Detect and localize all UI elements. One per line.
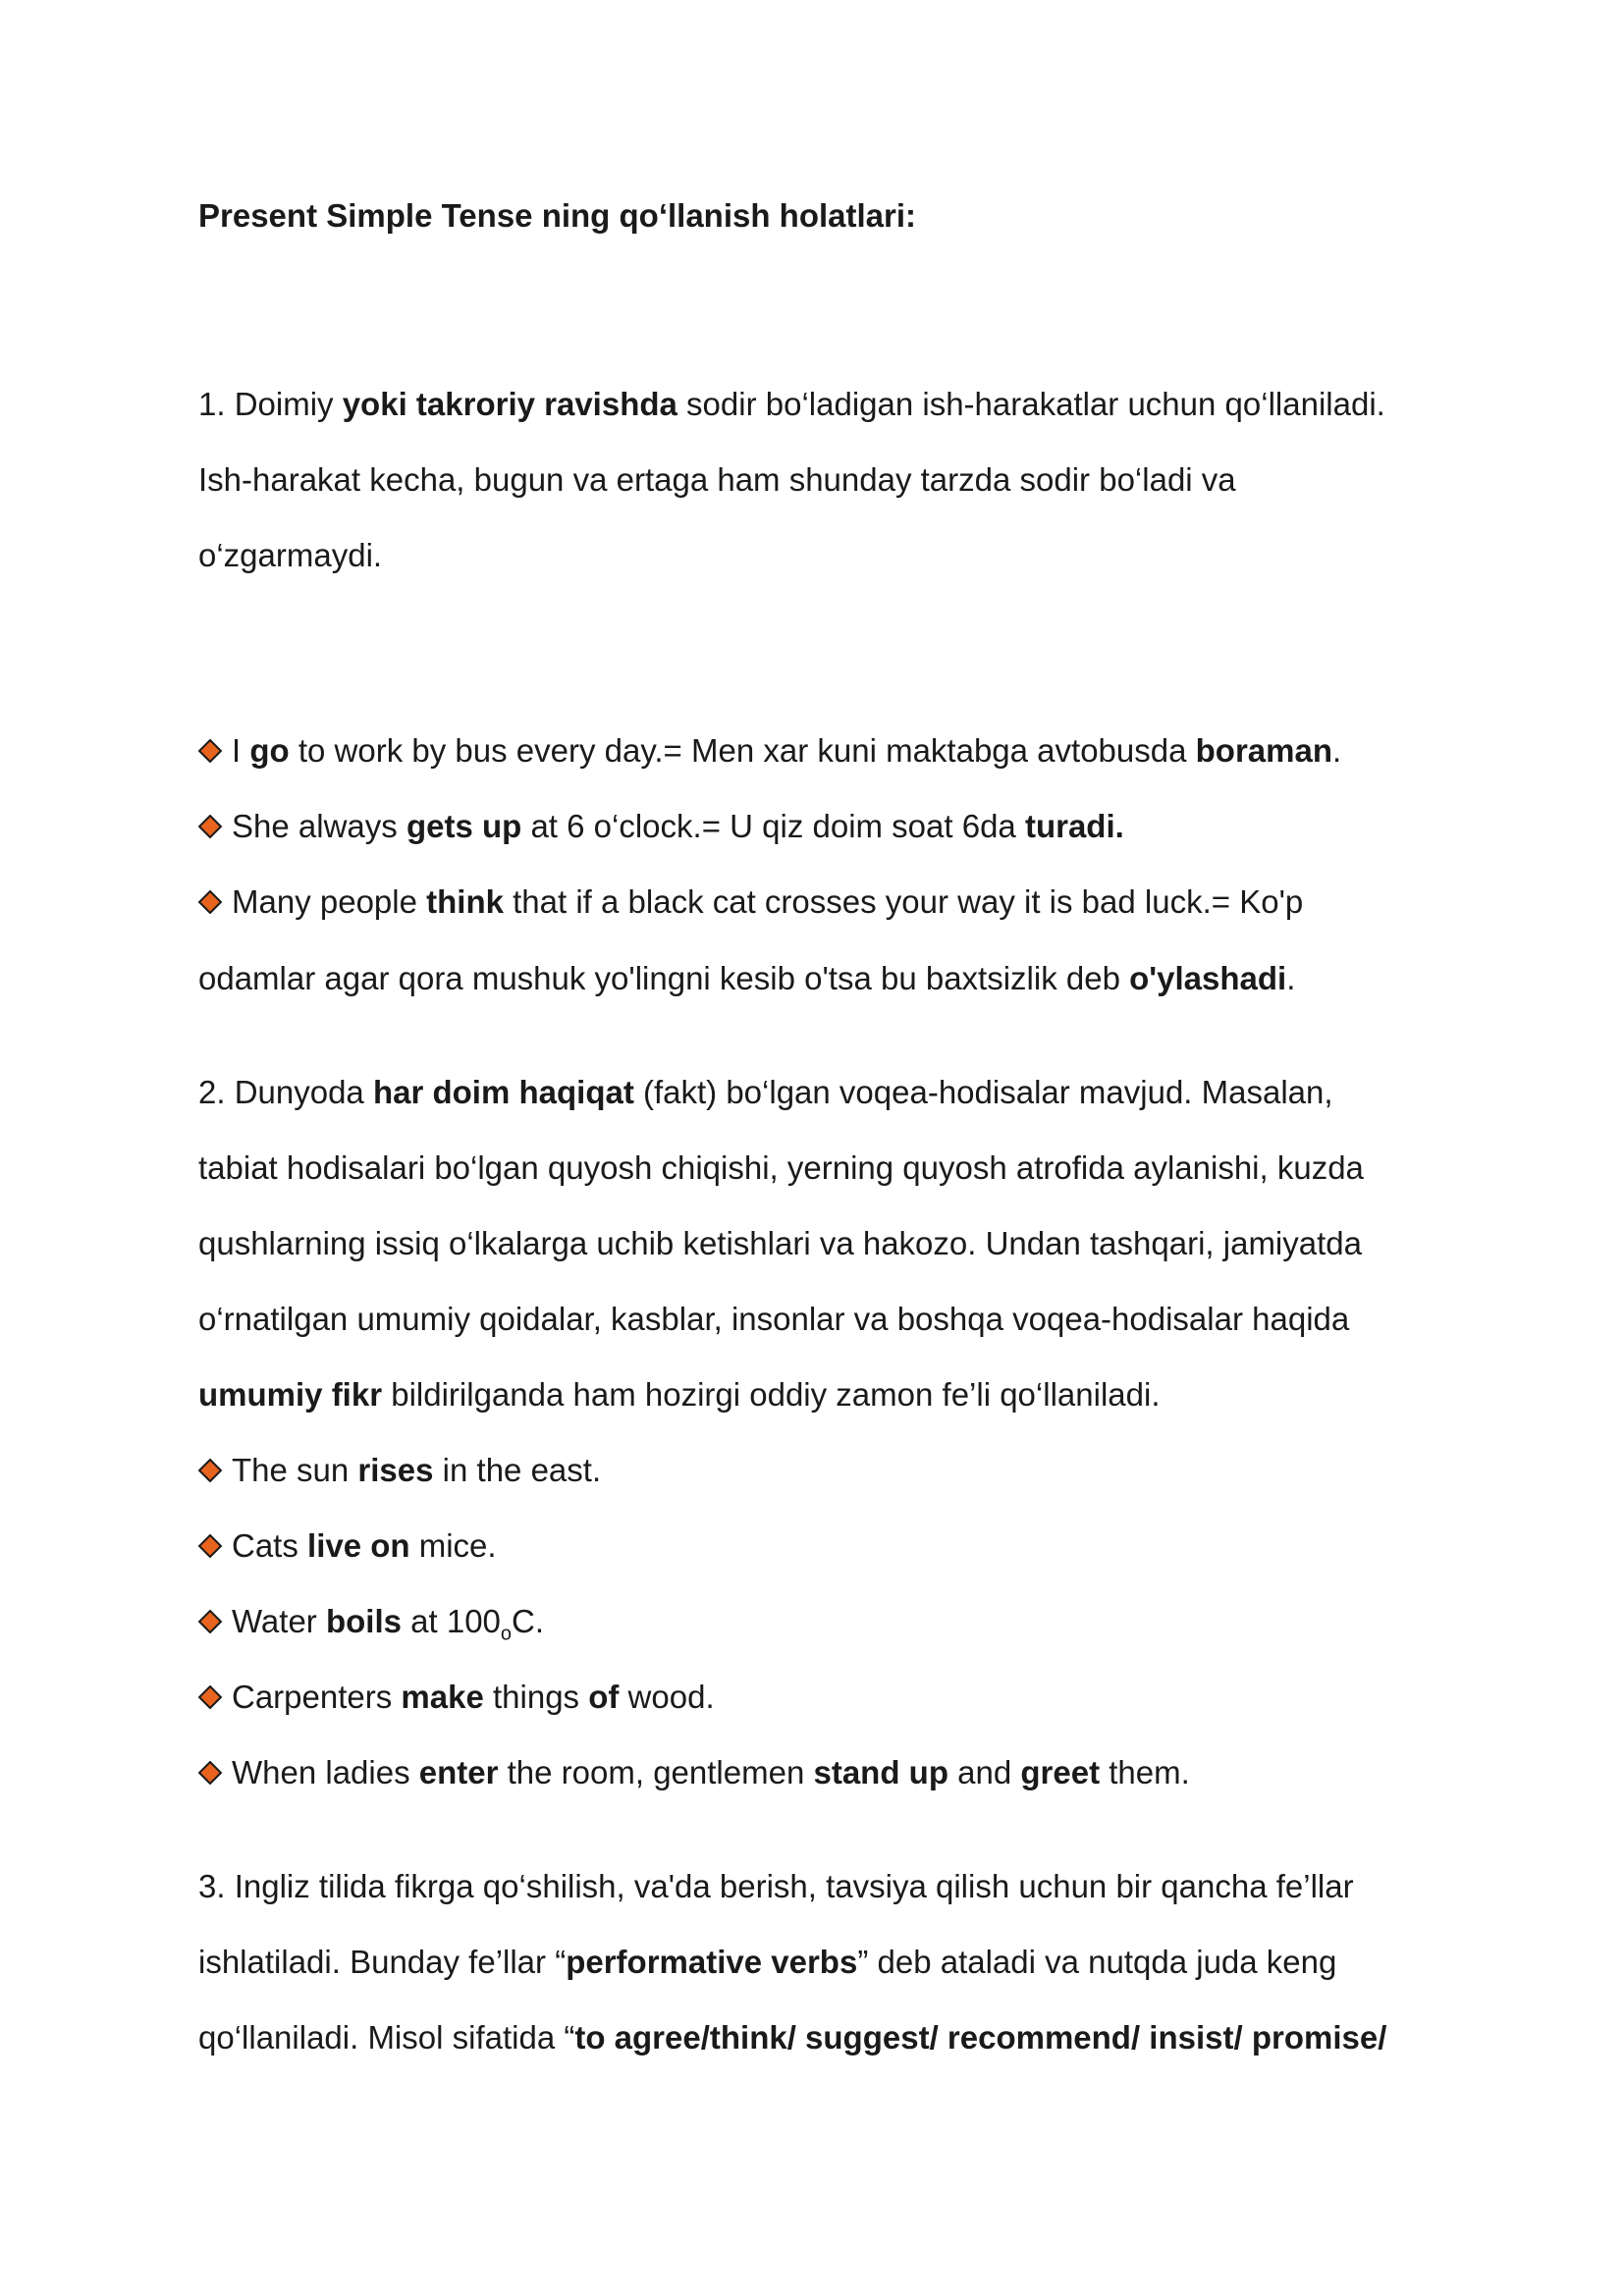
- bold-run: o'ylashadi: [1129, 960, 1287, 996]
- text-run: .: [1286, 960, 1296, 996]
- section3-line2: [198, 1943, 1336, 1982]
- section2-line4: o‘rnatilgan umumiy qoidalar, kasblar, insonlar va boshqa voqea-hodisalar haqida: [198, 1301, 1350, 1337]
- bold-run: make: [401, 1679, 484, 1715]
- text-run: the room, gentlemen: [498, 1754, 814, 1790]
- text-run: She always: [232, 808, 406, 844]
- bold-run: of: [588, 1679, 620, 1715]
- bold-run: rises: [357, 1452, 434, 1488]
- bold-run: gets up: [406, 808, 522, 844]
- bold-run: performative verbs: [566, 1944, 858, 1980]
- text-run: 2. Dunyoda: [198, 1074, 373, 1110]
- text-run: ishlatiladi. Bunday fe’llar “: [198, 1944, 567, 1980]
- section2-line3: qushlarning issiq o‘lkalarga uchib ketishlari va hakozo. Undan tashqari, jamiyatda: [198, 1225, 1362, 1261]
- text-run: that if a black cat crosses your way it is bad luck.= Ko'p: [503, 883, 1304, 920]
- section1-line2: Ish-harakat kecha, bugun va ertaga ham shunday tarzda sodir bo‘ladi va: [198, 461, 1236, 498]
- bold-run: live on: [307, 1527, 410, 1564]
- bold-run: think: [426, 883, 504, 920]
- text-run: in the east.: [433, 1452, 602, 1488]
- text-run: and: [947, 1754, 1021, 1790]
- orange-diamond-icon: [198, 890, 222, 914]
- example-continuation: [198, 959, 1295, 998]
- bold-run: yoki takroriy ravishda: [342, 386, 677, 422]
- bold-run: har doim haqiqat: [372, 1074, 634, 1110]
- orange-diamond-icon: [198, 1685, 222, 1709]
- section1-line1: [198, 385, 1385, 424]
- bold-run: enter: [418, 1754, 499, 1790]
- text-run: qo‘llaniladi. Misol sifatida “: [198, 2019, 575, 2056]
- orange-diamond-icon: [198, 1534, 222, 1558]
- bold-run: to agree/think/ suggest/ recommend/ insist/ promise/: [574, 2019, 1387, 2056]
- text-run: sodir bo‘ladigan ish-harakatlar uchun qo‘llaniladi.: [677, 386, 1385, 422]
- text-run: bildirilganda ham hozirgi oddiy zamon fe’li qo‘llaniladi.: [382, 1376, 1161, 1413]
- page-title: Present Simple Tense ning qo‘llanish holatlari:: [198, 197, 917, 234]
- bold-run: stand up: [813, 1754, 948, 1790]
- orange-diamond-icon: [198, 1610, 222, 1633]
- example-item: [198, 1753, 1190, 1792]
- section1-line3: o‘zgarmaydi.: [198, 537, 383, 573]
- example-item: [198, 1451, 601, 1490]
- orange-diamond-icon: [198, 739, 222, 763]
- bold-run: go: [249, 732, 290, 769]
- text-run: Many people: [232, 883, 427, 920]
- text-run: odamlar agar qora mushuk yo'lingni kesib o'tsa bu baxtsizlik deb: [198, 960, 1130, 996]
- orange-diamond-icon: [198, 1459, 222, 1482]
- text-run: at 100: [401, 1603, 501, 1639]
- text-run: Water: [232, 1603, 326, 1639]
- text-run: them.: [1100, 1754, 1190, 1790]
- example-item: [198, 1678, 715, 1717]
- section2-line1: [198, 1073, 1333, 1112]
- text-run: (fakt) bo‘lgan voqea-hodisalar mavjud. Masalan,: [633, 1074, 1333, 1110]
- example-item: [198, 1602, 544, 1654]
- text-run: When ladies: [232, 1754, 419, 1790]
- bold-run: greet: [1020, 1754, 1101, 1790]
- example-item: [198, 807, 1124, 846]
- section2-line2: tabiat hodisalari bo‘lgan quyosh chiqishi, yerning quyosh atrofida aylanishi, kuzda: [198, 1149, 1364, 1186]
- orange-diamond-icon: [198, 815, 222, 838]
- text-run: Carpenters: [232, 1679, 402, 1715]
- example-item: [198, 731, 1341, 771]
- orange-diamond-icon: [198, 1761, 222, 1785]
- text-run: 1. Doimiy: [198, 386, 343, 422]
- degree-mark: o: [500, 1623, 513, 1645]
- text-run: to work by bus every day.= Men xar kuni maktabga avtobusda: [289, 732, 1196, 769]
- text-run: mice.: [409, 1527, 497, 1564]
- text-run: Cats: [232, 1527, 308, 1564]
- section2-line5: [198, 1375, 1160, 1415]
- text-run: I: [232, 732, 250, 769]
- section3-line3: [198, 2018, 1386, 2057]
- text-run: at 6 o‘clock.= U qiz doim soat 6da: [521, 808, 1025, 844]
- text-run: .: [1332, 732, 1342, 769]
- section3-line1: 3. Ingliz tilida fikrga qo‘shilish, va'da berish, tavsiya qilish uchun bir qancha fe’llar: [198, 1868, 1354, 1904]
- bold-run: boraman: [1195, 732, 1332, 769]
- text-run: The sun: [232, 1452, 358, 1488]
- text-run: wood.: [619, 1679, 715, 1715]
- example-item: [198, 1526, 497, 1566]
- text-run: ” deb ataladi va nutqda juda keng: [857, 1944, 1337, 1980]
- text-run: things: [483, 1679, 589, 1715]
- bold-run: umumiy fikr: [198, 1376, 383, 1413]
- bold-run: boils: [325, 1603, 402, 1639]
- text-run: C.: [512, 1603, 545, 1639]
- example-item: [198, 882, 1303, 922]
- bold-run: turadi.: [1024, 808, 1124, 844]
